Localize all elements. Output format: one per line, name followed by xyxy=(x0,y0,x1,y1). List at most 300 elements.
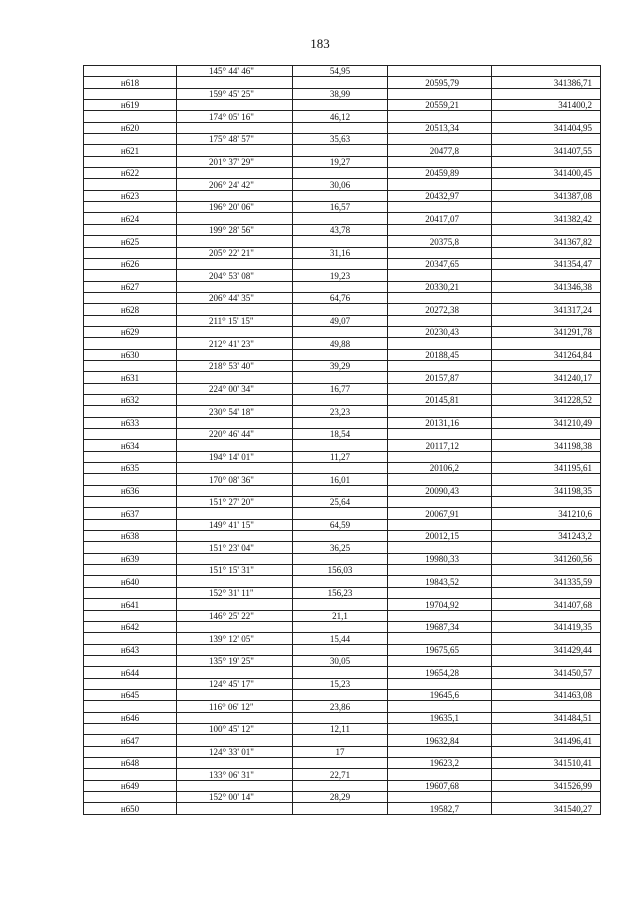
x-coordinate-cell: 20012,15 xyxy=(388,531,492,542)
direction-angle-cell xyxy=(177,712,293,723)
point-name-cell xyxy=(84,134,177,145)
point-name-cell xyxy=(84,610,177,621)
y-coordinate-cell: 341463,08 xyxy=(492,689,601,700)
x-coordinate-cell xyxy=(388,587,492,598)
x-coordinate-cell xyxy=(388,270,492,281)
point-name-cell xyxy=(84,383,177,394)
x-coordinate-cell: 20375,8 xyxy=(388,236,492,247)
y-coordinate-cell: 341198,38 xyxy=(492,440,601,451)
y-coordinate-cell xyxy=(492,247,601,258)
direction-angle-cell: 206° 24' 42" xyxy=(177,179,293,190)
point-row xyxy=(84,100,601,111)
y-coordinate-cell xyxy=(492,224,601,235)
distance-cell: 43,78 xyxy=(293,224,388,235)
x-coordinate-cell xyxy=(388,224,492,235)
x-coordinate-cell: 19632,84 xyxy=(388,735,492,746)
distance-cell: 28,29 xyxy=(293,792,388,803)
point-row xyxy=(84,803,601,814)
x-coordinate-cell xyxy=(388,746,492,757)
y-coordinate-cell: 341407,55 xyxy=(492,145,601,156)
direction-angle-cell: 212° 41' 23" xyxy=(177,338,293,349)
y-coordinate-cell xyxy=(492,610,601,621)
segment-row xyxy=(84,360,601,371)
point-name-cell xyxy=(84,701,177,712)
x-coordinate-cell xyxy=(388,701,492,712)
segment-row xyxy=(84,678,601,689)
direction-angle-cell: 146° 25' 22" xyxy=(177,610,293,621)
x-coordinate-cell: 20595,79 xyxy=(388,77,492,88)
y-coordinate-cell xyxy=(492,565,601,576)
y-coordinate-cell xyxy=(492,701,601,712)
point-name-cell: н628 xyxy=(84,304,177,315)
x-coordinate-cell xyxy=(388,66,492,77)
point-name-cell xyxy=(84,542,177,553)
distance-cell: 54,95 xyxy=(293,66,388,77)
direction-angle-cell: 151° 15' 31" xyxy=(177,565,293,576)
y-coordinate-cell xyxy=(492,633,601,644)
x-coordinate-cell: 20131,16 xyxy=(388,417,492,428)
segment-row xyxy=(84,292,601,303)
segment-row xyxy=(84,474,601,485)
x-coordinate-cell: 20157,87 xyxy=(388,372,492,383)
point-row xyxy=(84,667,601,678)
distance-cell xyxy=(293,394,388,405)
distance-cell: 64,59 xyxy=(293,519,388,530)
direction-angle-cell: 135° 19' 25" xyxy=(177,655,293,666)
segment-row xyxy=(84,247,601,258)
direction-angle-cell: 201° 37' 29" xyxy=(177,156,293,167)
point-name-cell xyxy=(84,179,177,190)
distance-cell: 22,71 xyxy=(293,769,388,780)
segment-row xyxy=(84,315,601,326)
direction-angle-cell xyxy=(177,394,293,405)
point-row xyxy=(84,485,601,496)
distance-cell: 17 xyxy=(293,746,388,757)
segment-row xyxy=(84,451,601,462)
y-coordinate-cell: 341540,27 xyxy=(492,803,601,814)
distance-cell xyxy=(293,281,388,292)
distance-cell: 23,23 xyxy=(293,406,388,417)
x-coordinate-cell xyxy=(388,429,492,440)
y-coordinate-cell xyxy=(492,451,601,462)
x-coordinate-cell: 20090,43 xyxy=(388,485,492,496)
direction-angle-cell: 124° 45' 17" xyxy=(177,678,293,689)
direction-angle-cell xyxy=(177,100,293,111)
y-coordinate-cell xyxy=(492,270,601,281)
y-coordinate-cell: 341450,57 xyxy=(492,667,601,678)
distance-cell: 16,01 xyxy=(293,474,388,485)
distance-cell xyxy=(293,508,388,519)
y-coordinate-cell xyxy=(492,587,601,598)
point-name-cell xyxy=(84,66,177,77)
distance-cell: 15,44 xyxy=(293,633,388,644)
distance-cell: 36,25 xyxy=(293,542,388,553)
point-name-cell: н629 xyxy=(84,326,177,337)
point-name-cell xyxy=(84,338,177,349)
y-coordinate-cell xyxy=(492,338,601,349)
point-name-cell: н624 xyxy=(84,213,177,224)
point-name-cell: н637 xyxy=(84,508,177,519)
y-coordinate-cell xyxy=(492,179,601,190)
point-row xyxy=(84,190,601,201)
distance-cell: 35,63 xyxy=(293,134,388,145)
distance-cell xyxy=(293,463,388,474)
direction-angle-cell: 170° 08' 36" xyxy=(177,474,293,485)
distance-cell: 38,99 xyxy=(293,88,388,99)
y-coordinate-cell xyxy=(492,406,601,417)
coordinates-table-body xyxy=(84,66,601,815)
point-name-cell xyxy=(84,655,177,666)
direction-angle-cell: 149° 41' 15" xyxy=(177,519,293,530)
direction-angle-cell xyxy=(177,326,293,337)
direction-angle-cell: 230° 54' 18" xyxy=(177,406,293,417)
direction-angle-cell: 139° 12' 05" xyxy=(177,633,293,644)
y-coordinate-cell: 341335,59 xyxy=(492,576,601,587)
direction-angle-cell xyxy=(177,440,293,451)
point-name-cell: н645 xyxy=(84,689,177,700)
direction-angle-cell xyxy=(177,735,293,746)
direction-angle-cell xyxy=(177,803,293,814)
segment-row xyxy=(84,701,601,712)
point-row xyxy=(84,780,601,791)
distance-cell: 31,16 xyxy=(293,247,388,258)
point-row xyxy=(84,168,601,179)
x-coordinate-cell: 19704,92 xyxy=(388,599,492,610)
point-name-cell xyxy=(84,587,177,598)
x-coordinate-cell xyxy=(388,383,492,394)
direction-angle-cell: 175° 48' 57" xyxy=(177,134,293,145)
y-coordinate-cell xyxy=(492,360,601,371)
y-coordinate-cell: 341240,17 xyxy=(492,372,601,383)
point-name-cell: н647 xyxy=(84,735,177,746)
point-name-cell xyxy=(84,474,177,485)
y-coordinate-cell: 341354,47 xyxy=(492,258,601,269)
y-coordinate-cell: 341429,44 xyxy=(492,644,601,655)
y-coordinate-cell xyxy=(492,723,601,734)
distance-cell: 39,29 xyxy=(293,360,388,371)
point-name-cell xyxy=(84,678,177,689)
point-row xyxy=(84,644,601,655)
x-coordinate-cell: 20559,21 xyxy=(388,100,492,111)
point-name-cell: н635 xyxy=(84,463,177,474)
direction-angle-cell xyxy=(177,553,293,564)
distance-cell xyxy=(293,168,388,179)
y-coordinate-cell xyxy=(492,66,601,77)
point-name-cell xyxy=(84,497,177,508)
y-coordinate-cell xyxy=(492,519,601,530)
direction-angle-cell xyxy=(177,77,293,88)
y-coordinate-cell: 341195,61 xyxy=(492,463,601,474)
direction-angle-cell xyxy=(177,644,293,655)
point-row xyxy=(84,757,601,768)
distance-cell xyxy=(293,236,388,247)
point-name-cell: н619 xyxy=(84,100,177,111)
direction-angle-cell xyxy=(177,463,293,474)
point-name-cell: н631 xyxy=(84,372,177,383)
y-coordinate-cell: 341264,84 xyxy=(492,349,601,360)
segment-row xyxy=(84,655,601,666)
point-row xyxy=(84,553,601,564)
x-coordinate-cell xyxy=(388,474,492,485)
x-coordinate-cell: 19645,6 xyxy=(388,689,492,700)
y-coordinate-cell xyxy=(492,88,601,99)
point-name-cell: н636 xyxy=(84,485,177,496)
point-name-cell xyxy=(84,111,177,122)
y-coordinate-cell xyxy=(492,542,601,553)
y-coordinate-cell: 341419,35 xyxy=(492,621,601,632)
x-coordinate-cell xyxy=(388,519,492,530)
x-coordinate-cell: 20272,38 xyxy=(388,304,492,315)
point-name-cell xyxy=(84,769,177,780)
distance-cell xyxy=(293,145,388,156)
distance-cell xyxy=(293,644,388,655)
distance-cell xyxy=(293,803,388,814)
direction-angle-cell: 145° 44' 46" xyxy=(177,66,293,77)
direction-angle-cell: 152° 31' 11" xyxy=(177,587,293,598)
segment-row xyxy=(84,542,601,553)
y-coordinate-cell: 341382,42 xyxy=(492,213,601,224)
direction-angle-cell xyxy=(177,145,293,156)
y-coordinate-cell xyxy=(492,156,601,167)
x-coordinate-cell: 20106,2 xyxy=(388,463,492,474)
distance-cell: 23,86 xyxy=(293,701,388,712)
y-coordinate-cell: 341400,2 xyxy=(492,100,601,111)
distance-cell: 12,11 xyxy=(293,723,388,734)
page-number: 183 xyxy=(310,36,330,51)
point-name-cell: н639 xyxy=(84,553,177,564)
segment-row xyxy=(84,587,601,598)
point-row xyxy=(84,213,601,224)
y-coordinate-cell: 341210,49 xyxy=(492,417,601,428)
y-coordinate-cell: 341387,08 xyxy=(492,190,601,201)
point-row xyxy=(84,122,601,133)
direction-angle-cell: 205° 22' 21" xyxy=(177,247,293,258)
point-name-cell: н625 xyxy=(84,236,177,247)
segment-row xyxy=(84,111,601,122)
distance-cell xyxy=(293,304,388,315)
y-coordinate-cell: 341198,35 xyxy=(492,485,601,496)
y-coordinate-cell: 341291,78 xyxy=(492,326,601,337)
point-name-cell: н648 xyxy=(84,757,177,768)
point-row xyxy=(84,258,601,269)
distance-cell xyxy=(293,712,388,723)
direction-angle-cell xyxy=(177,122,293,133)
point-name-cell xyxy=(84,565,177,576)
point-row xyxy=(84,145,601,156)
x-coordinate-cell: 20067,91 xyxy=(388,508,492,519)
x-coordinate-cell: 20477,8 xyxy=(388,145,492,156)
y-coordinate-cell xyxy=(492,474,601,485)
direction-angle-cell xyxy=(177,508,293,519)
point-name-cell: н641 xyxy=(84,599,177,610)
point-name-cell: н618 xyxy=(84,77,177,88)
direction-angle-cell xyxy=(177,168,293,179)
segment-row xyxy=(84,497,601,508)
point-row xyxy=(84,463,601,474)
distance-cell xyxy=(293,349,388,360)
distance-cell xyxy=(293,553,388,564)
segment-row xyxy=(84,156,601,167)
segment-row xyxy=(84,565,601,576)
distance-cell xyxy=(293,258,388,269)
direction-angle-cell: 159° 45' 25" xyxy=(177,88,293,99)
direction-angle-cell: 206° 44' 35" xyxy=(177,292,293,303)
distance-cell xyxy=(293,735,388,746)
point-row xyxy=(84,77,601,88)
point-name-cell xyxy=(84,360,177,371)
point-row xyxy=(84,576,601,587)
segment-row xyxy=(84,519,601,530)
direction-angle-cell xyxy=(177,236,293,247)
x-coordinate-cell xyxy=(388,111,492,122)
y-coordinate-cell xyxy=(492,497,601,508)
y-coordinate-cell: 341260,56 xyxy=(492,553,601,564)
x-coordinate-cell: 20117,12 xyxy=(388,440,492,451)
direction-angle-cell xyxy=(177,667,293,678)
direction-angle-cell xyxy=(177,576,293,587)
x-coordinate-cell: 19654,28 xyxy=(388,667,492,678)
distance-cell xyxy=(293,100,388,111)
point-name-cell: н630 xyxy=(84,349,177,360)
direction-angle-cell: 151° 27' 20" xyxy=(177,497,293,508)
direction-angle-cell: 220° 46' 44" xyxy=(177,429,293,440)
direction-angle-cell: 199° 28' 56" xyxy=(177,224,293,235)
point-name-cell xyxy=(84,315,177,326)
distance-cell: 16,77 xyxy=(293,383,388,394)
coordinates-table xyxy=(83,65,601,815)
x-coordinate-cell xyxy=(388,497,492,508)
point-name-cell xyxy=(84,451,177,462)
x-coordinate-cell xyxy=(388,769,492,780)
point-name-cell: н622 xyxy=(84,168,177,179)
segment-row xyxy=(84,224,601,235)
distance-cell: 64,76 xyxy=(293,292,388,303)
point-name-cell xyxy=(84,292,177,303)
direction-angle-cell xyxy=(177,304,293,315)
point-row xyxy=(84,304,601,315)
segment-row xyxy=(84,406,601,417)
y-coordinate-cell xyxy=(492,678,601,689)
x-coordinate-cell: 20417,07 xyxy=(388,213,492,224)
distance-cell: 11,27 xyxy=(293,451,388,462)
segment-row xyxy=(84,202,601,213)
x-coordinate-cell: 20347,65 xyxy=(388,258,492,269)
distance-cell: 16,57 xyxy=(293,202,388,213)
point-row xyxy=(84,372,601,383)
segment-row xyxy=(84,66,601,77)
point-row xyxy=(84,236,601,247)
point-row xyxy=(84,281,601,292)
point-row xyxy=(84,417,601,428)
x-coordinate-cell: 19582,7 xyxy=(388,803,492,814)
point-name-cell xyxy=(84,406,177,417)
y-coordinate-cell: 341367,82 xyxy=(492,236,601,247)
distance-cell xyxy=(293,531,388,542)
point-row xyxy=(84,621,601,632)
y-coordinate-cell xyxy=(492,655,601,666)
direction-angle-cell xyxy=(177,417,293,428)
segment-row xyxy=(84,383,601,394)
x-coordinate-cell: 19980,33 xyxy=(388,553,492,564)
distance-cell: 21,1 xyxy=(293,610,388,621)
x-coordinate-cell xyxy=(388,179,492,190)
point-name-cell xyxy=(84,88,177,99)
x-coordinate-cell xyxy=(388,88,492,99)
y-coordinate-cell: 341317,24 xyxy=(492,304,601,315)
point-name-cell xyxy=(84,723,177,734)
direction-angle-cell xyxy=(177,689,293,700)
direction-angle-cell xyxy=(177,621,293,632)
y-coordinate-cell: 341386,71 xyxy=(492,77,601,88)
distance-cell xyxy=(293,576,388,587)
point-name-cell xyxy=(84,224,177,235)
y-coordinate-cell: 341484,51 xyxy=(492,712,601,723)
point-name-cell: н650 xyxy=(84,803,177,814)
y-coordinate-cell xyxy=(492,746,601,757)
x-coordinate-cell: 19623,2 xyxy=(388,757,492,768)
point-name-cell: н646 xyxy=(84,712,177,723)
direction-angle-cell xyxy=(177,190,293,201)
direction-angle-cell xyxy=(177,485,293,496)
x-coordinate-cell xyxy=(388,315,492,326)
x-coordinate-cell: 20145,81 xyxy=(388,394,492,405)
y-coordinate-cell xyxy=(492,111,601,122)
point-name-cell: н620 xyxy=(84,122,177,133)
x-coordinate-cell xyxy=(388,542,492,553)
direction-angle-cell xyxy=(177,258,293,269)
x-coordinate-cell: 20330,21 xyxy=(388,281,492,292)
distance-cell: 156,03 xyxy=(293,565,388,576)
y-coordinate-cell: 341407,68 xyxy=(492,599,601,610)
point-name-cell xyxy=(84,202,177,213)
x-coordinate-cell xyxy=(388,723,492,734)
point-name-cell: н626 xyxy=(84,258,177,269)
x-coordinate-cell: 19635,1 xyxy=(388,712,492,723)
direction-angle-cell xyxy=(177,213,293,224)
y-coordinate-cell: 341496,41 xyxy=(492,735,601,746)
distance-cell xyxy=(293,780,388,791)
distance-cell: 46,12 xyxy=(293,111,388,122)
point-row xyxy=(84,712,601,723)
segment-row xyxy=(84,746,601,757)
direction-angle-cell xyxy=(177,281,293,292)
segment-row xyxy=(84,338,601,349)
y-coordinate-cell: 341243,2 xyxy=(492,531,601,542)
y-coordinate-cell: 341510,41 xyxy=(492,757,601,768)
x-coordinate-cell: 20432,97 xyxy=(388,190,492,201)
direction-angle-cell: 204° 53' 08" xyxy=(177,270,293,281)
point-row xyxy=(84,440,601,451)
direction-angle-cell: 194° 14' 01" xyxy=(177,451,293,462)
direction-angle-cell: 151° 23' 04" xyxy=(177,542,293,553)
x-coordinate-cell xyxy=(388,792,492,803)
direction-angle-cell xyxy=(177,349,293,360)
y-coordinate-cell xyxy=(492,202,601,213)
point-row xyxy=(84,508,601,519)
point-name-cell: н632 xyxy=(84,394,177,405)
point-name-cell xyxy=(84,792,177,803)
distance-cell: 30,05 xyxy=(293,655,388,666)
direction-angle-cell: 100° 45' 12" xyxy=(177,723,293,734)
segment-row xyxy=(84,270,601,281)
point-name-cell xyxy=(84,247,177,258)
x-coordinate-cell xyxy=(388,360,492,371)
y-coordinate-cell xyxy=(492,292,601,303)
x-coordinate-cell xyxy=(388,134,492,145)
segment-row xyxy=(84,633,601,644)
segment-row xyxy=(84,792,601,803)
x-coordinate-cell xyxy=(388,655,492,666)
